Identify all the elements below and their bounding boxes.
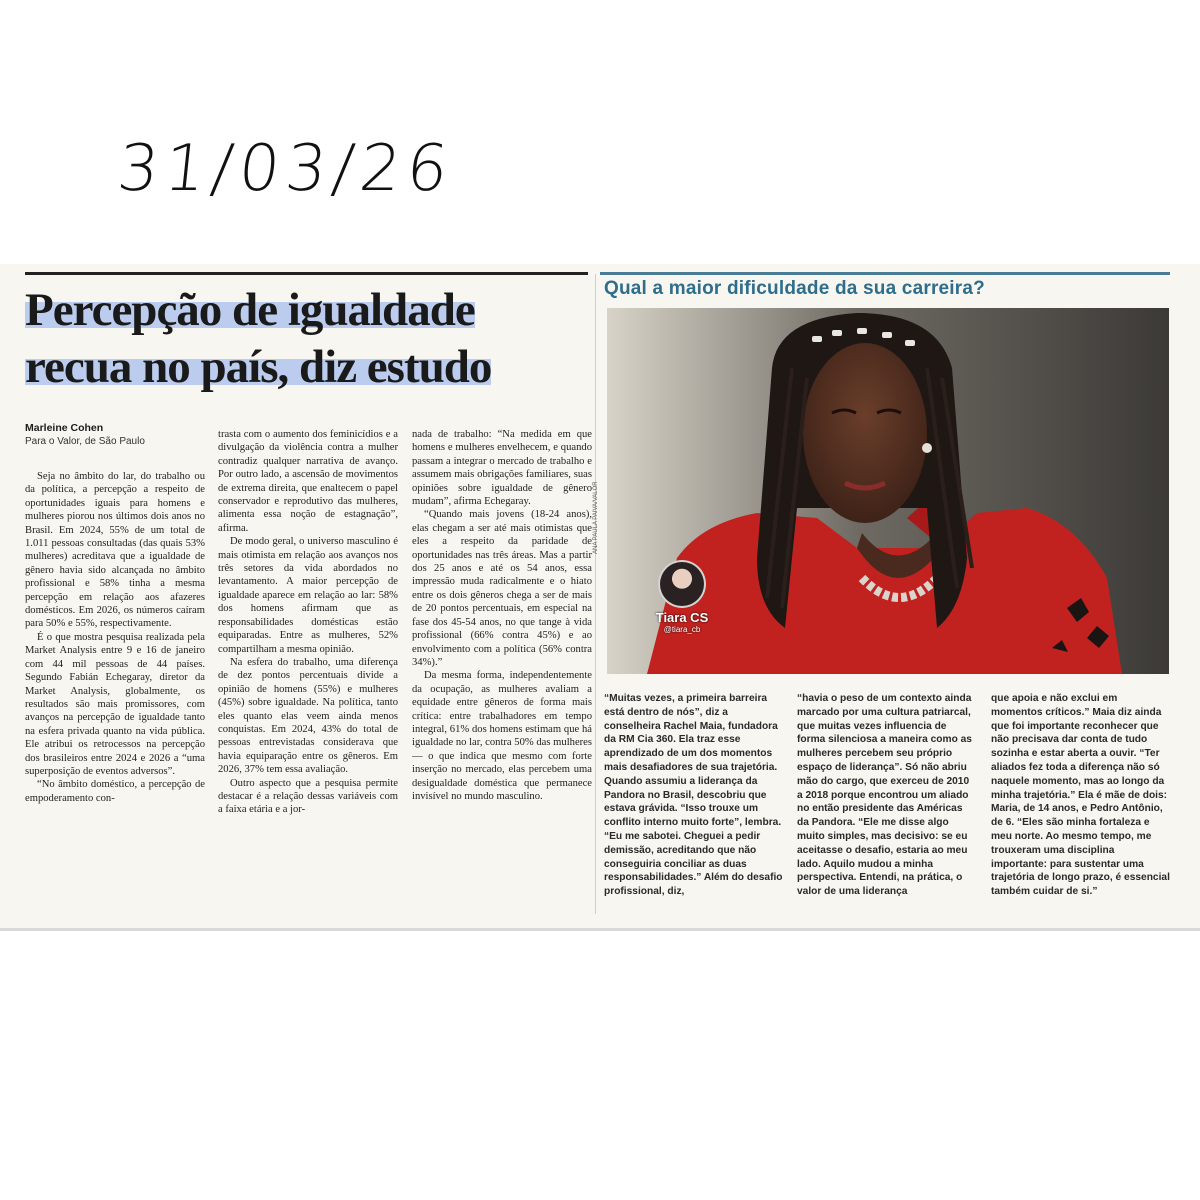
paragraph: “Quando mais jovens (18-24 anos), elas chegam a ser até mais otimistas que eles a respeito da paridade de oportunidades nas três áreas. Mas a partir dos 25 anos e até os 54 anos, essa impressão muda radicalmente e o hiato entre os dois gêneros chega a ser de mais de 20 pontos percentuais, em especial na fase dos 45-54 anos, no que tange à vida profissional (66% contra 45%) e ao envolvimento com a política (56% contra 34%).” [412,509,592,668]
paragraph: Na esfera do trabalho, uma diferença de dez pontos percentuais divide a opinião de homens (55%) e mulheres (45%) sobre igualdade. Na política, tanto eles quanto elas veem ainda menos conquistas. Em 2024, 43% do total de pessoas entrevistadas considerava que havia equiparação entre os gêneros. Em 2026, 37% tem essa avaliação. [218,656,398,776]
sidebar-column-1 [604,692,784,912]
headline-rule [25,272,588,275]
sidebar-text: que apoia e não exclui em momentos críticos.” Maia diz ainda que foi importante reconhecer que não precisava dar conta de tudo sozinha e estar aberta a ouvir. “Ter aliados fez toda a diferença não só naquele momento, mas ao longo da minha trajetória.” Ela é mãe de dois: Maria, de 14 anos, e Pedro Antônio, de 6. “Eles são minha fortaleza e meu norte. Ao mesmo tempo, me trouxeram uma disciplina importante: para sustentar uma trajetória de longo prazo, é essencial também cuidar de si.” [991,693,1170,898]
watermark-name: Tiara CS [655,610,709,625]
paragraph: Seja no âmbito do lar, do trabalho ou da política, a percepção a respeito de oportunidades iguais para homens e mulheres piorou nos últimos dois anos no Brasil. Em 2024, 55% de um total de 1.011 pessoas consultadas (das quais 53% mulheres) acreditava que a igualdade de gênero havia sido alcançada no âmbito profissional e 58% tinha a mesma percepção em relação aos afazeres domésticos. Em 2026, os números caíram para 50% e 55%, respectivamente. [25,471,205,630]
article-column-1 [25,470,205,908]
sidebar-title: Qual a maior dificuldade da sua carreira? [604,278,985,299]
headline-line-1: Percepção de igualdade [25,284,475,336]
photo-credit: ANA PAULA PAIVA/VALOR [593,481,599,554]
watermark [651,560,713,634]
headline-line-2: recua no país, diz estudo [25,341,492,393]
sidebar-column-3 [991,692,1171,912]
byline [25,422,145,447]
sidebar-text: “havia o peso de um contexto ainda marcado por uma cultura patriarcal, que muitas vezes influencia de forma silenciosa a maneira como as mulheres percebem seu próprio espaço de liderança”. Só não abriu mão do cargo, que exerceu de 2010 a 2018 porque encontrou um aliado no então presidente das Américas da Pandora. “Ele me disse algo muito simples, mas decisivo: se eu aceitasse o desafio, estaria ao meu lado. Aquilo mudou a minha perspectiva. Entendi, na prática, o valor de uma liderança [797,693,972,898]
author-name: Marleine Cohen [25,422,104,434]
paragraph: É o que mostra pesquisa realizada pela Market Analysis entre 9 e 16 de janeiro com 44 mil pessoas de 44 países. Segundo Fabián Echegaray, diretor da Market Analysis, globalmente, os resultados são mais promissores, com avanços na percepção de igualdade tanto na esfera privada quanto na vida pública. Ele atribui os retrocessos na percepção dos brasileiros entre 2024 e 2026 a “uma superposição de eventos adversos”. [25,631,205,777]
sidebar-rule [600,272,1170,275]
article-headline [25,282,595,396]
paragraph: “No âmbito doméstico, a percepção de empoderamento con- [25,779,205,804]
article-column-2 [218,428,398,908]
watermark-avatar [658,560,706,608]
paragraph: Outro aspecto que a pesquisa permite destacar é a relação dessas variáveis com a faixa etária e a jor- [218,777,398,816]
author-source: Para o Valor, de São Paulo [25,436,145,447]
newspaper-clipping [0,264,1200,931]
article-column-3 [412,428,592,908]
paragraph: trasta com o aumento dos feminicídios e a divulgação da violência contra a mulher contradiz qualquer narrativa de avanço. Por outro lado, a ascensão de movimentos de extrema direita, que enaltecem o papel conservador e reprodutivo das mulheres, alimenta essa noção de estagnação”, afirma. [218,429,398,534]
sidebar-text: “Muitas vezes, a primeira barreira está dentro de nós”, diz a conselheira Rachel Maia, fundadora da RM Cia 360. Ela traz esse aprendizado de um dos momentos mais desafiadores de sua trajetória. Quando assumiu a liderança da Pandora no Brasil, descobriu que estava grávida. “Isso trouxe um conflito interno muito forte”, lembra. “Eu me sabotei. Cheguei a pedir demissão, acreditando que não conseguiria conciliar as duas responsabilidades.” Além do desafio profissional, diz, [604,693,783,898]
sidebar-column-2 [797,692,977,912]
column-divider [595,274,596,914]
watermark-handle: @tiara_cb [663,625,701,634]
paragraph: Da mesma forma, independentemente da ocupação, as mulheres avaliam a equidade entre gêneros de forma mais crítica: entre trabalhadores em tempo integral, 61% dos homens estimam que há igualdade no lar, contra 50% das mulheres — o que indica que mesmo com forte inserção no mercado, elas percebem uma desigualdade doméstica que permanece invisível no mundo masculino. [412,670,592,802]
paragraph: De modo geral, o universo masculino é mais otimista em relação aos avanços nos três setores da vida abordados no levantamento. A maior percepção de igualdade aparece em relação ao lar: 58% dos homens afirmam que as responsabilidades domésticas estão equiparadas. Entre as mulheres, 52% compartilham a mesma opinião. [218,536,398,655]
paragraph: nada de trabalho: “Na medida em que homens e mulheres envelhecem, e quando passam a integrar o mercado de trabalho e assumem mais obrigações familiares, suas opiniões sobre igualdade de gênero mudam”, afirma Echegaray. [412,429,592,508]
handwritten-date: 31/03/26 [114,132,458,206]
